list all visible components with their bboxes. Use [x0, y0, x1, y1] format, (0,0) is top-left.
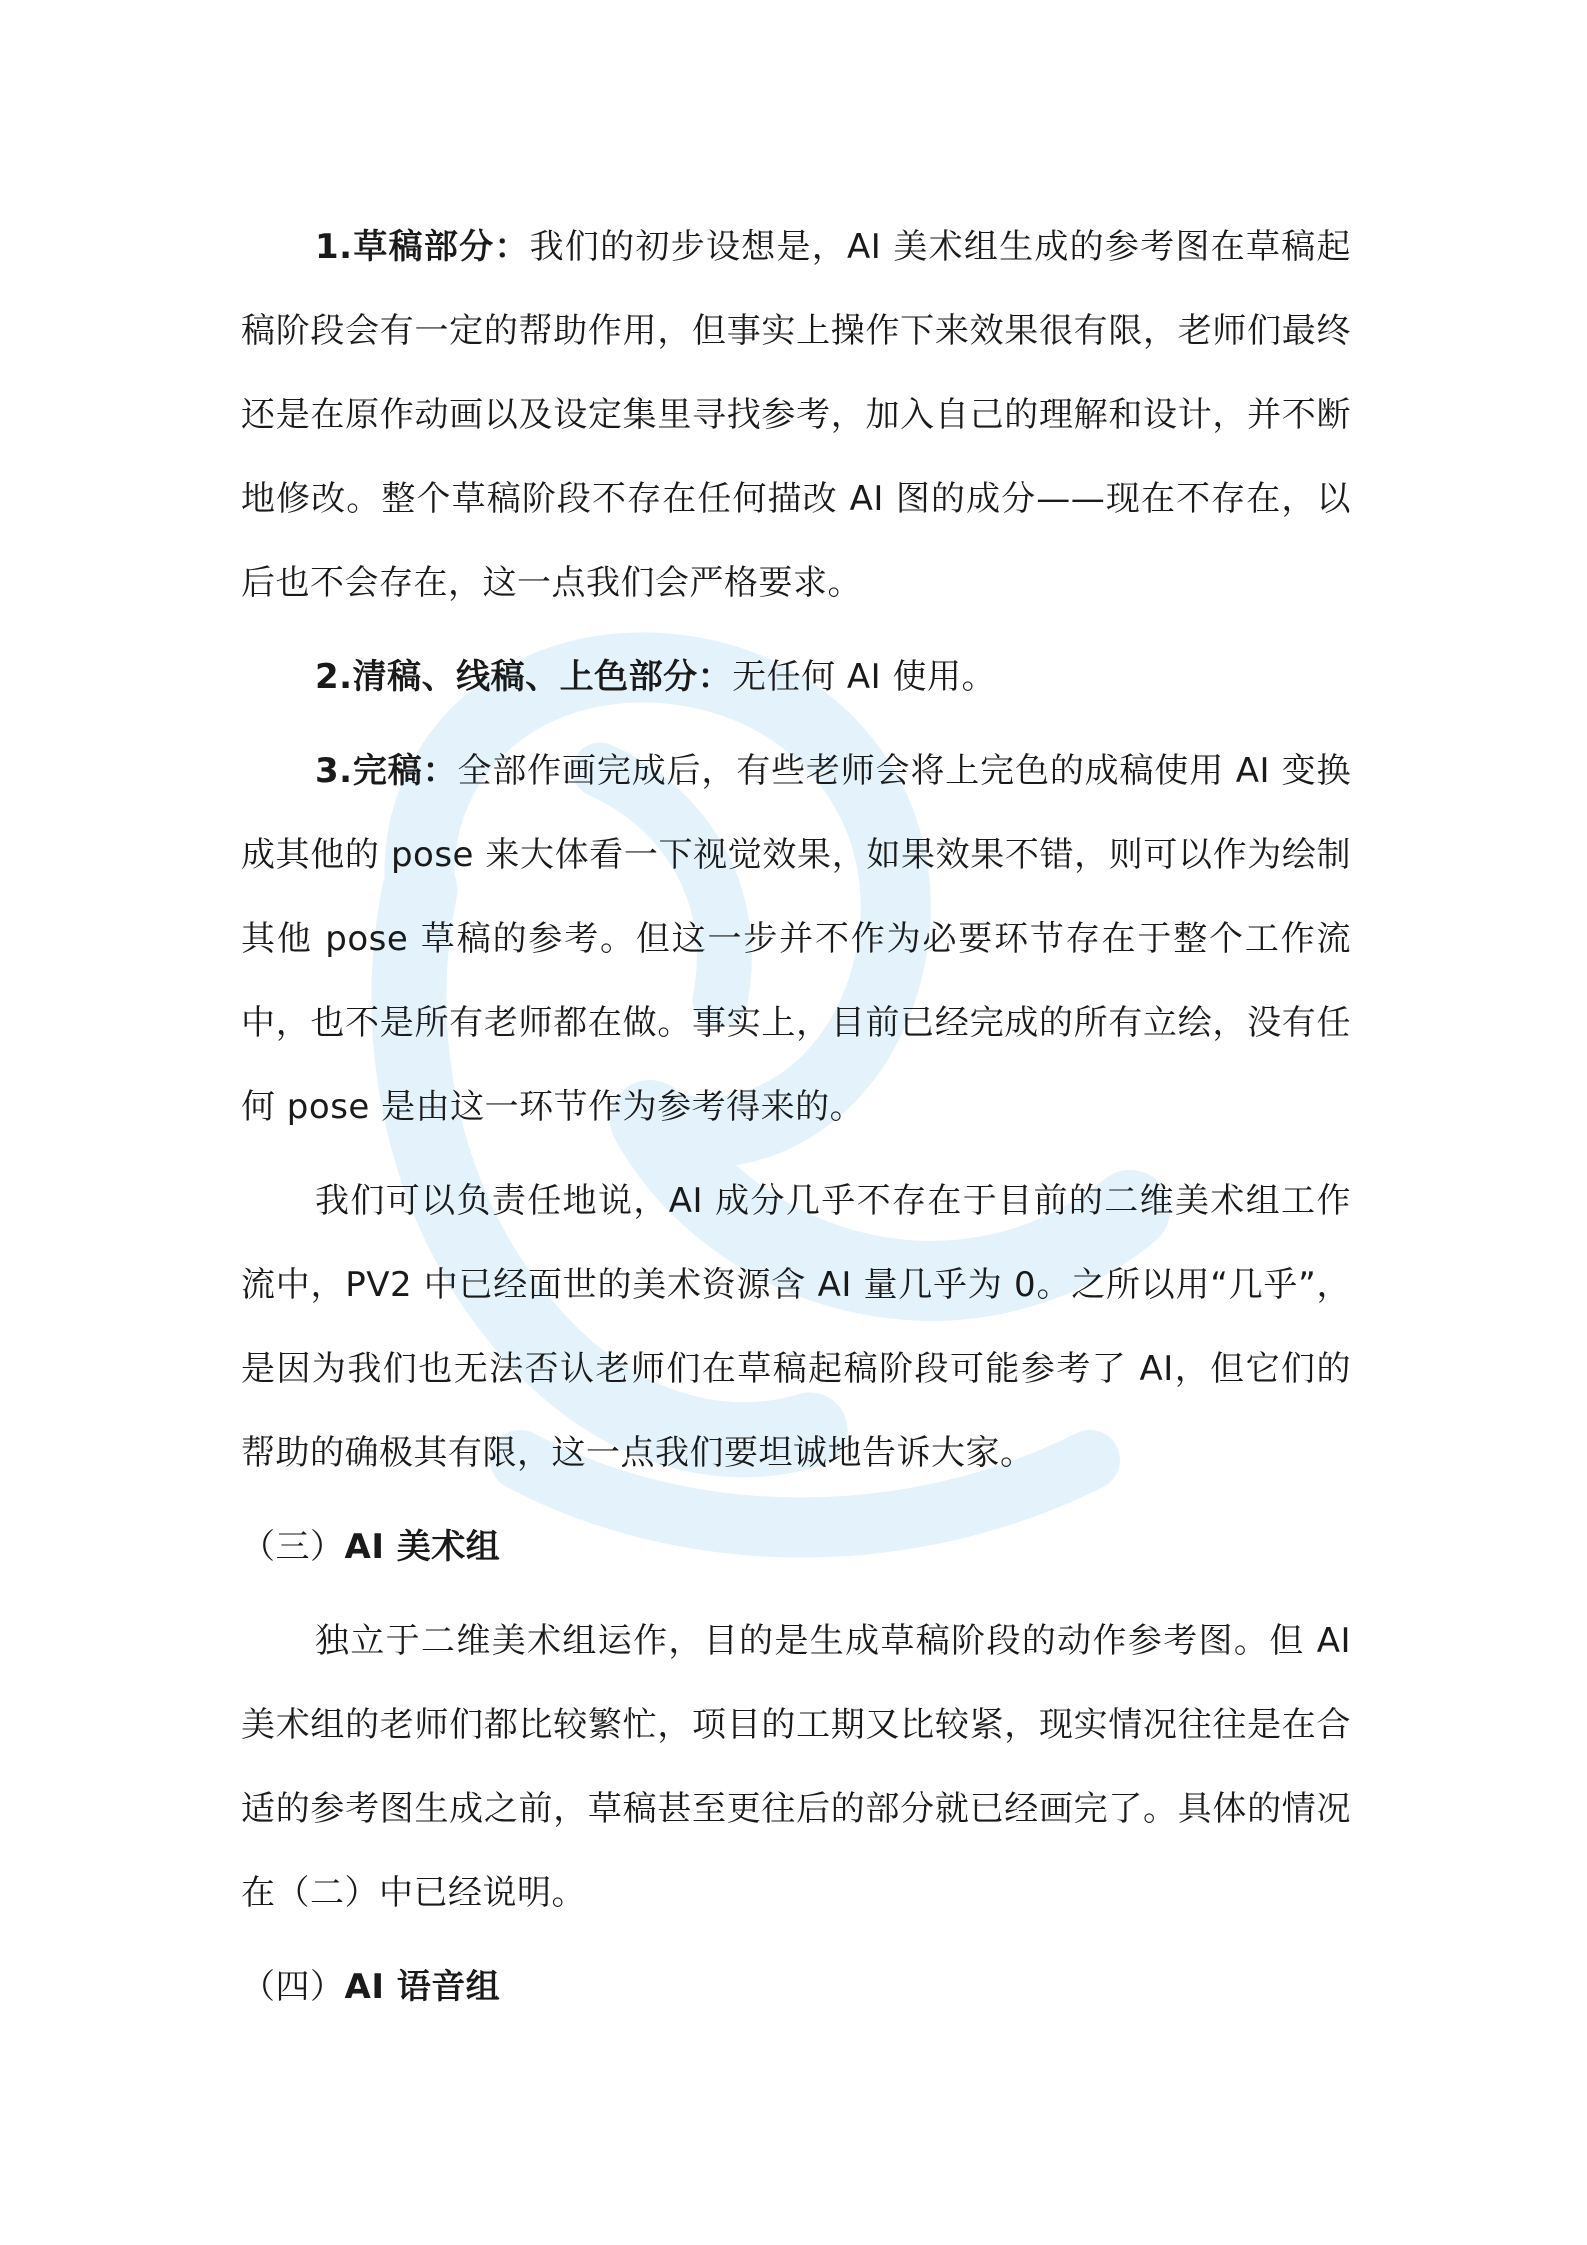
paragraph-lead: 2.清稿、线稿、上色部分： [315, 657, 733, 697]
section-heading-ai-art [241, 1505, 1351, 1589]
paragraph-draft [241, 205, 1351, 625]
paragraph-text: 独立于二维美术组运作，目的是生成草稿阶段的动作参考图。但 AI 美术组的老师们都比较繁忙，项目的工期又比较紧，现实情况往往是在合适的参考图生成之前，草稿甚至更往后的部分就已经画完了。具体的情况在（二）中已经说明。 [241, 1621, 1351, 1913]
paragraph-cleanup [241, 635, 1351, 719]
paragraph-summary [241, 1159, 1351, 1495]
paragraph-final [241, 729, 1351, 1149]
paragraph-lead: 1.草稿部分： [315, 227, 530, 267]
section-title: AI 美术组 [344, 1527, 501, 1567]
paragraph-ai-art [241, 1599, 1351, 1935]
paragraph-text: 我们的初步设想是，AI 美术组生成的参考图在草稿起稿阶段会有一定的帮助作用，但事实上操作下来效果很有限，老师们最终还是在原作动画以及设定集里寻找参考，加入自己的理解和设计，并不断地修改。整个草稿阶段不存在任何描改 AI 图的成分——现在不存在，以后也不会存在，这一点我们会严格要求。 [241, 227, 1352, 603]
section-number: （四） [241, 1967, 345, 2007]
section-number: （三） [241, 1527, 345, 1567]
paragraph-lead: 3.完稿： [315, 751, 458, 791]
paragraph-text: 无任何 AI 使用。 [732, 657, 996, 697]
paragraph-text: 全部作画完成后，有些老师会将上完色的成稿使用 AI 变换成其他的 pose 来大体看一下视觉效果，如果效果不错，则可以作为绘制其他 pose 草稿的参考。但这一步并不作为必要环节存在于整个工作流中，也不是所有老师都在做。事实上，目前已经完成的所有立绘，没有任何 pose 是由这一环节作为参考得来的。 [241, 751, 1352, 1127]
paragraph-text: 我们可以负责任地说，AI 成分几乎不存在于目前的二维美术组工作流中，PV2 中已经面世的美术资源含 AI 量几乎为 0。之所以用“几乎”，是因为我们也无法否认老师们在草稿起稿阶段可能参考了 AI，但它们的帮助的确极其有限，这一点我们要坦诚地告诉大家。 [241, 1181, 1351, 1473]
section-heading-ai-voice [241, 1945, 1351, 2029]
document-page [241, 205, 1351, 2029]
section-title: AI 语音组 [344, 1967, 501, 2007]
